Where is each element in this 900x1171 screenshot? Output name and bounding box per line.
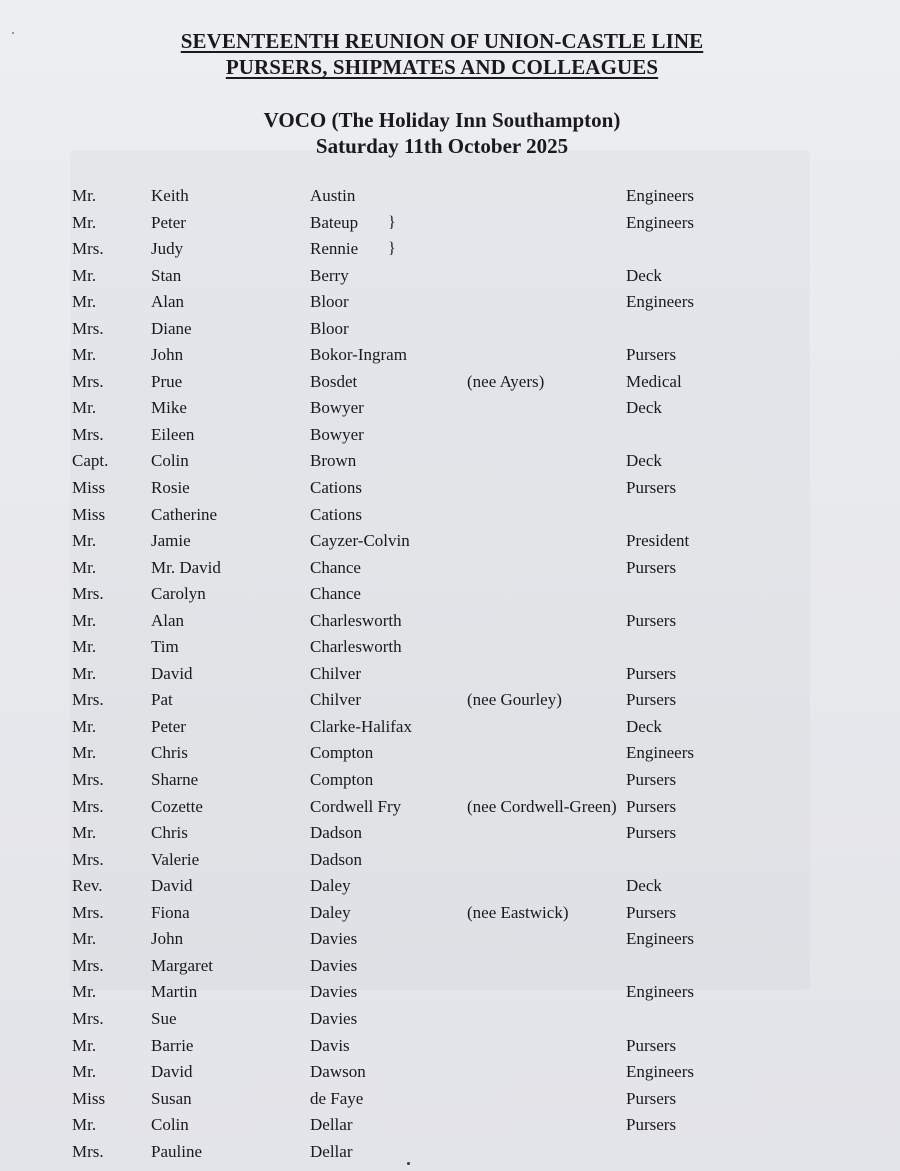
attendee-brace: }: [388, 240, 396, 258]
attendee-row: [0, 794, 900, 821]
attendee-brace: }: [388, 213, 396, 231]
attendee-title: Mr.: [72, 982, 97, 1002]
scan-speck: [407, 1162, 410, 1165]
attendee-title: Mr.: [72, 716, 97, 736]
attendee-last-name: Cations: [310, 478, 362, 498]
attendee-title: Mrs.: [72, 318, 104, 338]
venue-name: VOCO (The Holiday Inn Southampton): [263, 108, 621, 132]
attendee-last-name: Chilver: [310, 663, 361, 683]
attendee-title: Miss: [72, 478, 106, 498]
attendee-row: [0, 634, 900, 661]
attendee-row: [0, 502, 900, 529]
attendee-last-name: Brown: [310, 451, 357, 471]
attendee-department: Engineers: [626, 1062, 694, 1082]
attendee-last-name: Bokor-Ingram: [310, 345, 407, 365]
attendee-last-name: Charlesworth: [310, 610, 402, 630]
attendee-row: [0, 289, 900, 316]
attendee-first-name: Pauline: [151, 1141, 202, 1161]
attendee-row: [0, 926, 900, 953]
attendee-first-name: Judy: [151, 239, 184, 259]
attendee-department: Pursers: [626, 770, 677, 790]
attendee-first-name: Diane: [151, 318, 192, 338]
attendee-last-name: Davies: [310, 929, 358, 949]
attendee-first-name: Barrie: [151, 1035, 194, 1055]
attendee-last-name: Dadson: [310, 823, 362, 843]
attendee-last-name: Davies: [310, 1008, 358, 1028]
attendee-last-name: Bloor: [310, 318, 349, 338]
attendee-title: Miss: [72, 504, 106, 524]
attendee-row: [0, 183, 900, 210]
attendee-row: [0, 740, 900, 767]
attendee-last-name: Davis: [310, 1035, 350, 1055]
attendee-row: [0, 714, 900, 741]
attendee-title: Mr.: [72, 610, 97, 630]
attendee-department: Pursers: [626, 1088, 677, 1108]
attendee-first-name: Alan: [151, 610, 185, 630]
attendee-first-name: Martin: [151, 982, 198, 1002]
attendee-last-name: Chilver: [310, 690, 361, 710]
attendee-title: Mrs.: [72, 1141, 104, 1161]
attendee-last-name: Clarke-Halifax: [310, 716, 412, 736]
attendee-department: Deck: [626, 876, 662, 896]
attendee-title: Mr.: [72, 743, 97, 763]
attendee-row: [0, 342, 900, 369]
attendee-department: Deck: [626, 716, 662, 736]
attendee-title: Mrs.: [72, 955, 104, 975]
attendee-row: [0, 820, 900, 847]
attendee-title: Mrs.: [72, 1008, 104, 1028]
attendee-title: Mr.: [72, 663, 97, 683]
attendee-first-name: Chris: [151, 823, 188, 843]
attendee-first-name: John: [151, 345, 184, 365]
attendee-title: Mrs.: [72, 902, 104, 922]
attendee-first-name: Jamie: [151, 531, 191, 551]
attendee-last-name: Austin: [310, 186, 356, 205]
attendee-last-name: Compton: [310, 770, 374, 790]
attendee-first-name: Colin: [151, 1115, 189, 1135]
attendee-last-name: Bateup: [310, 212, 359, 232]
attendee-last-name: Bowyer: [310, 398, 364, 418]
attendee-first-name: Mr. David: [151, 557, 221, 577]
attendee-row: [0, 448, 900, 475]
attendee-first-name: Chris: [151, 743, 188, 763]
attendee-department: Engineers: [626, 292, 694, 312]
attendee-title: Mrs.: [72, 770, 104, 790]
attendee-title: Mr.: [72, 557, 97, 577]
event-date: Saturday 11th October 2025: [315, 134, 569, 158]
attendee-row: [0, 475, 900, 502]
attendee-row: [0, 1112, 900, 1139]
attendee-department: Pursers: [626, 478, 677, 498]
attendee-maiden-name: (nee Cordwell-Green): [467, 796, 617, 816]
attendee-row: [0, 210, 900, 237]
attendee-title: Mr.: [72, 1062, 97, 1082]
attendee-title: Mr.: [72, 637, 97, 657]
attendee-last-name: Rennie: [310, 239, 359, 259]
attendee-title: Mrs.: [72, 371, 104, 391]
attendee-first-name: Sue: [151, 1008, 177, 1028]
attendee-department: Deck: [626, 265, 662, 285]
attendee-department: Pursers: [626, 345, 677, 365]
attendee-title: Miss: [72, 1088, 106, 1108]
attendee-last-name: Dellar: [310, 1115, 353, 1135]
attendee-row: [0, 555, 900, 582]
attendee-row: [0, 236, 900, 263]
reunion-title-line-1: SEVENTEENTH REUNION OF UNION-CASTLE LINE: [180, 29, 704, 53]
attendee-title: Mrs.: [72, 849, 104, 869]
attendee-maiden-name: (nee Ayers): [467, 371, 545, 391]
attendee-first-name: Keith: [151, 186, 189, 205]
attendee-first-name: Peter: [151, 212, 186, 232]
attendee-title: Mr.: [72, 1035, 97, 1055]
attendee-title: Mr.: [72, 265, 97, 285]
attendee-first-name: Carolyn: [151, 584, 206, 604]
attendee-first-name: Rosie: [151, 478, 190, 498]
attendee-title: Mr.: [72, 1115, 97, 1135]
attendee-row: [0, 979, 900, 1006]
attendee-first-name: Colin: [151, 451, 189, 471]
attendee-row: [0, 528, 900, 555]
attendee-last-name: Cations: [310, 504, 362, 524]
attendee-department: Deck: [626, 451, 662, 471]
attendee-department: Pursers: [626, 690, 677, 710]
attendee-first-name: Margaret: [151, 955, 213, 975]
attendee-last-name: Bosdet: [310, 371, 358, 391]
attendee-last-name: Bloor: [310, 292, 349, 312]
attendee-last-name: Davies: [310, 982, 358, 1002]
attendee-last-name: Chance: [310, 557, 361, 577]
attendee-last-name: Dadson: [310, 849, 362, 869]
attendee-department: President: [626, 531, 690, 551]
attendee-first-name: David: [151, 1062, 193, 1082]
attendee-first-name: Pat: [151, 690, 173, 710]
attendee-maiden-name: (nee Gourley): [467, 690, 562, 710]
attendee-title: Mr.: [72, 292, 97, 312]
attendee-last-name: Cayzer-Colvin: [310, 531, 410, 551]
attendee-first-name: Catherine: [151, 504, 218, 524]
attendee-first-name: David: [151, 663, 193, 683]
attendee-title: Mrs.: [72, 239, 104, 259]
attendee-title: Mrs.: [72, 424, 104, 444]
attendee-title: Rev.: [72, 876, 103, 896]
attendee-row: [0, 608, 900, 635]
attendee-row: [0, 395, 900, 422]
attendee-title: Mr.: [72, 823, 97, 843]
attendee-row: [0, 1139, 900, 1166]
attendee-title: Mr.: [72, 345, 97, 365]
attendee-first-name: Peter: [151, 716, 186, 736]
attendee-title: Mr.: [72, 398, 97, 418]
attendee-title: Mr.: [72, 531, 97, 551]
attendee-department: Engineers: [626, 743, 694, 763]
reunion-title-line-2: PURSERS, SHIPMATES AND COLLEAGUES: [225, 55, 659, 79]
attendee-department: Deck: [626, 398, 662, 418]
attendee-last-name: Charlesworth: [310, 637, 402, 657]
attendee-last-name: Compton: [310, 743, 374, 763]
attendee-row: [0, 953, 900, 980]
attendee-first-name: Cozette: [151, 796, 203, 816]
attendee-department: Medical: [626, 371, 682, 391]
attendee-department: Pursers: [626, 823, 677, 843]
attendee-first-name: Fiona: [151, 902, 190, 922]
attendee-title: Mr.: [72, 186, 97, 205]
attendee-maiden-name: (nee Eastwick): [467, 902, 569, 922]
attendee-last-name: Daley: [310, 876, 351, 896]
attendee-title: Capt.: [72, 451, 109, 471]
attendee-department: Pursers: [626, 1035, 677, 1055]
attendee-last-name: Chance: [310, 584, 361, 604]
attendee-title: Mr.: [72, 212, 97, 232]
attendee-row: [0, 847, 900, 874]
attendee-row: [0, 263, 900, 290]
attendee-row: [0, 1033, 900, 1060]
attendee-department: Pursers: [626, 902, 677, 922]
attendee-first-name: Mike: [151, 398, 187, 418]
attendee-row: [0, 1006, 900, 1033]
attendee-row: [0, 873, 900, 900]
attendee-first-name: Stan: [151, 265, 182, 285]
attendee-title: Mrs.: [72, 584, 104, 604]
attendee-department: Engineers: [626, 186, 694, 205]
attendee-first-name: Eileen: [151, 424, 195, 444]
attendee-row: [0, 687, 900, 714]
attendee-first-name: John: [151, 929, 184, 949]
attendee-first-name: Sharne: [151, 770, 199, 790]
attendee-department: Engineers: [626, 212, 694, 232]
attendee-department: Pursers: [626, 610, 677, 630]
attendee-row: [0, 1086, 900, 1113]
attendee-row: [0, 581, 900, 608]
attendee-row: [0, 767, 900, 794]
attendee-first-name: Valerie: [151, 849, 200, 869]
attendee-row: [0, 316, 900, 343]
attendee-last-name: Cordwell Fry: [310, 796, 402, 816]
attendee-title: Mrs.: [72, 690, 104, 710]
attendee-first-name: David: [151, 876, 193, 896]
scan-speck: [12, 32, 14, 34]
attendee-row: [0, 369, 900, 396]
attendee-department: Engineers: [626, 982, 694, 1002]
attendee-first-name: Prue: [151, 371, 183, 391]
attendee-last-name: Dellar: [310, 1141, 353, 1161]
attendee-department: Pursers: [626, 1115, 677, 1135]
attendee-department: Pursers: [626, 796, 677, 816]
attendee-first-name: Tim: [151, 637, 179, 657]
attendee-department: Engineers: [626, 929, 694, 949]
attendee-department: Pursers: [626, 557, 677, 577]
attendee-last-name: Berry: [310, 265, 349, 285]
attendee-last-name: Dawson: [310, 1062, 366, 1082]
attendee-list: [0, 183, 900, 1165]
attendee-last-name: Bowyer: [310, 424, 364, 444]
attendee-row: [0, 422, 900, 449]
attendee-row: [0, 661, 900, 688]
attendee-department: Pursers: [626, 663, 677, 683]
attendee-last-name: Davies: [310, 955, 358, 975]
attendee-title: Mr.: [72, 929, 97, 949]
attendee-row: [0, 1059, 900, 1086]
attendee-first-name: Alan: [151, 292, 185, 312]
attendee-title: Mrs.: [72, 796, 104, 816]
attendee-row: [0, 900, 900, 927]
attendee-first-name: Susan: [151, 1088, 192, 1108]
attendee-last-name: Daley: [310, 902, 351, 922]
attendee-last-name: de Faye: [310, 1088, 364, 1108]
